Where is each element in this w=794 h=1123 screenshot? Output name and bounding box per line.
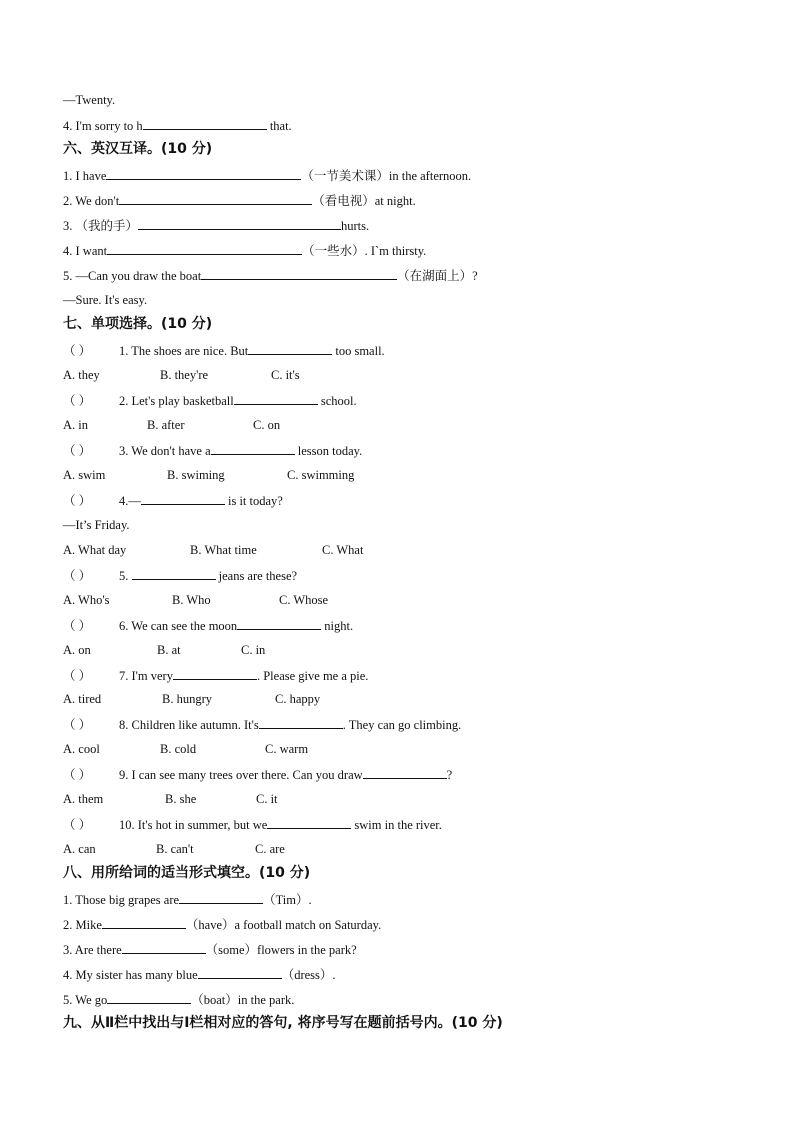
section-title: 六、英汉互译。(10 分) (63, 141, 213, 157)
option-b[interactable]: B. swiming (167, 468, 225, 482)
answer-line: —Sure. It's easy. (63, 293, 148, 307)
section-title: 八、用所给词的适当形式填空。(10 分) (63, 865, 311, 881)
question-text: （看电视）at night. (312, 194, 416, 208)
question-text: . They can go climbing. (342, 718, 462, 732)
option-b[interactable]: B. What time (190, 543, 257, 557)
option-c[interactable]: C. on (253, 418, 281, 432)
mc-question (63, 667, 368, 684)
mc-question (63, 816, 442, 833)
answer-blank[interactable] (201, 267, 397, 280)
answer-paren[interactable]: （ ） (63, 344, 92, 358)
answer-paren[interactable]: （ ） (63, 444, 92, 458)
answer-blank[interactable] (198, 966, 282, 979)
question-text: 3. We don't have a (119, 444, 211, 458)
option-a[interactable]: A. cool (63, 742, 100, 756)
option-c[interactable]: C. swimming (287, 468, 355, 482)
question-line (63, 117, 292, 134)
question-text: （dress）. (281, 968, 336, 982)
question-text: school. (317, 394, 357, 408)
answer-blank[interactable] (102, 916, 186, 929)
question-line (63, 991, 294, 1008)
answer-blank[interactable] (363, 766, 447, 779)
question-text: jeans are these? (215, 569, 298, 583)
answer-blank[interactable] (132, 567, 216, 580)
question-line (63, 217, 369, 234)
question-line (63, 192, 416, 209)
question-text: 1. Those big grapes are (63, 893, 180, 907)
answer-blank[interactable] (107, 991, 191, 1004)
option-a[interactable]: A. swim (63, 468, 106, 482)
question-text: 6. We can see the moon (119, 619, 238, 633)
answer-blank[interactable] (107, 242, 302, 255)
answer-blank[interactable] (119, 192, 312, 205)
question-text: 2. Mike (63, 918, 102, 932)
mc-question (63, 567, 297, 584)
answer-paren[interactable]: （ ） (63, 569, 92, 583)
answer-paren[interactable]: （ ） (63, 669, 92, 683)
option-b[interactable]: B. hungry (162, 692, 212, 706)
option-a[interactable]: A. What day (63, 543, 127, 557)
question-text: 8. Children like autumn. It's (119, 718, 259, 732)
option-c[interactable]: C. in (241, 643, 266, 657)
question-text: 4. I want (63, 244, 108, 258)
mc-question (63, 442, 362, 459)
answer-paren[interactable]: （ ） (63, 718, 92, 732)
answer-blank[interactable] (143, 117, 267, 130)
question-text: too small. (332, 344, 385, 358)
option-a[interactable]: A. tired (63, 692, 102, 706)
question-text: 7. I'm very (119, 669, 173, 683)
option-c[interactable]: C. are (255, 842, 285, 856)
answer-paren[interactable]: （ ） (63, 768, 92, 782)
option-c[interactable]: C. it (256, 792, 278, 806)
question-text: （在湖面上）? (397, 269, 478, 283)
question-text: （boat）in the park. (191, 993, 295, 1007)
answer-blank[interactable] (267, 816, 351, 829)
question-text: ? (446, 768, 453, 782)
question-text: 9. I can see many trees over there. Can you draw (119, 768, 363, 782)
question-text: 4. I'm sorry to h (63, 119, 143, 133)
question-text: 4. My sister has many blue (63, 968, 198, 982)
answer-blank[interactable] (259, 716, 343, 729)
question-text: （have）a football match on Saturday. (185, 918, 382, 932)
option-b[interactable]: B. Who (172, 593, 211, 607)
option-a[interactable]: A. on (63, 643, 91, 657)
answer-blank[interactable] (248, 342, 332, 355)
answer-paren[interactable]: （ ） (63, 494, 92, 508)
answer-blank[interactable] (138, 217, 341, 230)
question-line (63, 267, 478, 284)
option-b[interactable]: B. at (157, 643, 181, 657)
option-a[interactable]: A. them (63, 792, 104, 806)
option-c[interactable]: C. Whose (279, 593, 329, 607)
answer-blank[interactable] (173, 667, 257, 680)
question-text: 2. Let's play basketball (119, 394, 234, 408)
mc-question (63, 766, 452, 783)
answer-paren[interactable]: （ ） (63, 394, 92, 408)
option-a[interactable]: A. in (63, 418, 88, 432)
answer-line: —It’s Friday. (63, 518, 130, 532)
question-text: . Please give me a pie. (256, 669, 369, 683)
answer-blank[interactable] (141, 492, 225, 505)
mc-question (63, 492, 283, 509)
answer-blank[interactable] (179, 891, 263, 904)
question-text: 10. It's hot in summer, but we (119, 818, 268, 832)
option-c[interactable]: C. warm (265, 742, 309, 756)
answer-blank[interactable] (237, 617, 321, 630)
option-b[interactable]: B. they're (160, 368, 209, 382)
question-text: （一些水）. I`m thirsty. (302, 244, 427, 258)
answer-blank[interactable] (106, 167, 301, 180)
question-line (63, 941, 357, 958)
option-b[interactable]: B. she (165, 792, 197, 806)
question-text: 1. I have (63, 169, 107, 183)
option-c[interactable]: C. happy (275, 692, 321, 706)
question-text: （一节美术课）in the afternoon. (301, 169, 472, 183)
option-c[interactable]: C. it's (271, 368, 300, 382)
mc-question (63, 716, 461, 733)
question-line (63, 242, 426, 259)
question-text: 5. We go (63, 993, 108, 1007)
question-text: hurts. (341, 219, 370, 233)
question-text: 3. （我的手） (63, 219, 139, 233)
option-a[interactable]: A. they (63, 368, 100, 382)
answer-paren[interactable]: （ ） (63, 619, 92, 633)
answer-blank[interactable] (211, 442, 295, 455)
question-text: 5. (119, 569, 132, 583)
answer-blank[interactable] (122, 941, 206, 954)
question-line (63, 916, 381, 933)
section-title: 七、单项选择。(10 分) (63, 316, 213, 332)
option-a[interactable]: A. can (63, 842, 96, 856)
question-text: 5. —Can you draw the boat (63, 269, 202, 283)
answer-blank[interactable] (234, 392, 318, 405)
question-text: night. (321, 619, 354, 633)
option-b[interactable]: B. cold (160, 742, 197, 756)
mc-question (63, 342, 385, 359)
question-text: swim in the river. (351, 818, 442, 832)
mc-question (63, 392, 357, 409)
option-b[interactable]: B. after (147, 418, 185, 432)
question-line (63, 167, 471, 184)
option-c[interactable]: C. What (322, 543, 364, 557)
question-text: （some）flowers in the park? (205, 943, 357, 957)
question-text: 4.— (119, 494, 141, 508)
question-text: lesson today. (294, 444, 363, 458)
question-text: 2. We don't (63, 194, 120, 208)
question-text: 3. Are there (63, 943, 122, 957)
question-text: is it today? (224, 494, 283, 508)
mc-question (63, 617, 353, 634)
option-b[interactable]: B. can't (156, 842, 194, 856)
question-text: 1. The shoes are nice. But (119, 344, 249, 358)
question-text: that. (266, 119, 292, 133)
question-line (63, 966, 336, 983)
answer-paren[interactable]: （ ） (63, 818, 92, 832)
question-text: （Tim）. (263, 893, 312, 907)
section-title: 九、从Ⅱ栏中找出与Ⅰ栏相对应的答句, 将序号写在题前括号内。(10 分) (63, 1015, 503, 1031)
option-a[interactable]: A. Who's (63, 593, 110, 607)
answer-line: —Twenty. (63, 93, 116, 107)
question-line (63, 891, 312, 908)
